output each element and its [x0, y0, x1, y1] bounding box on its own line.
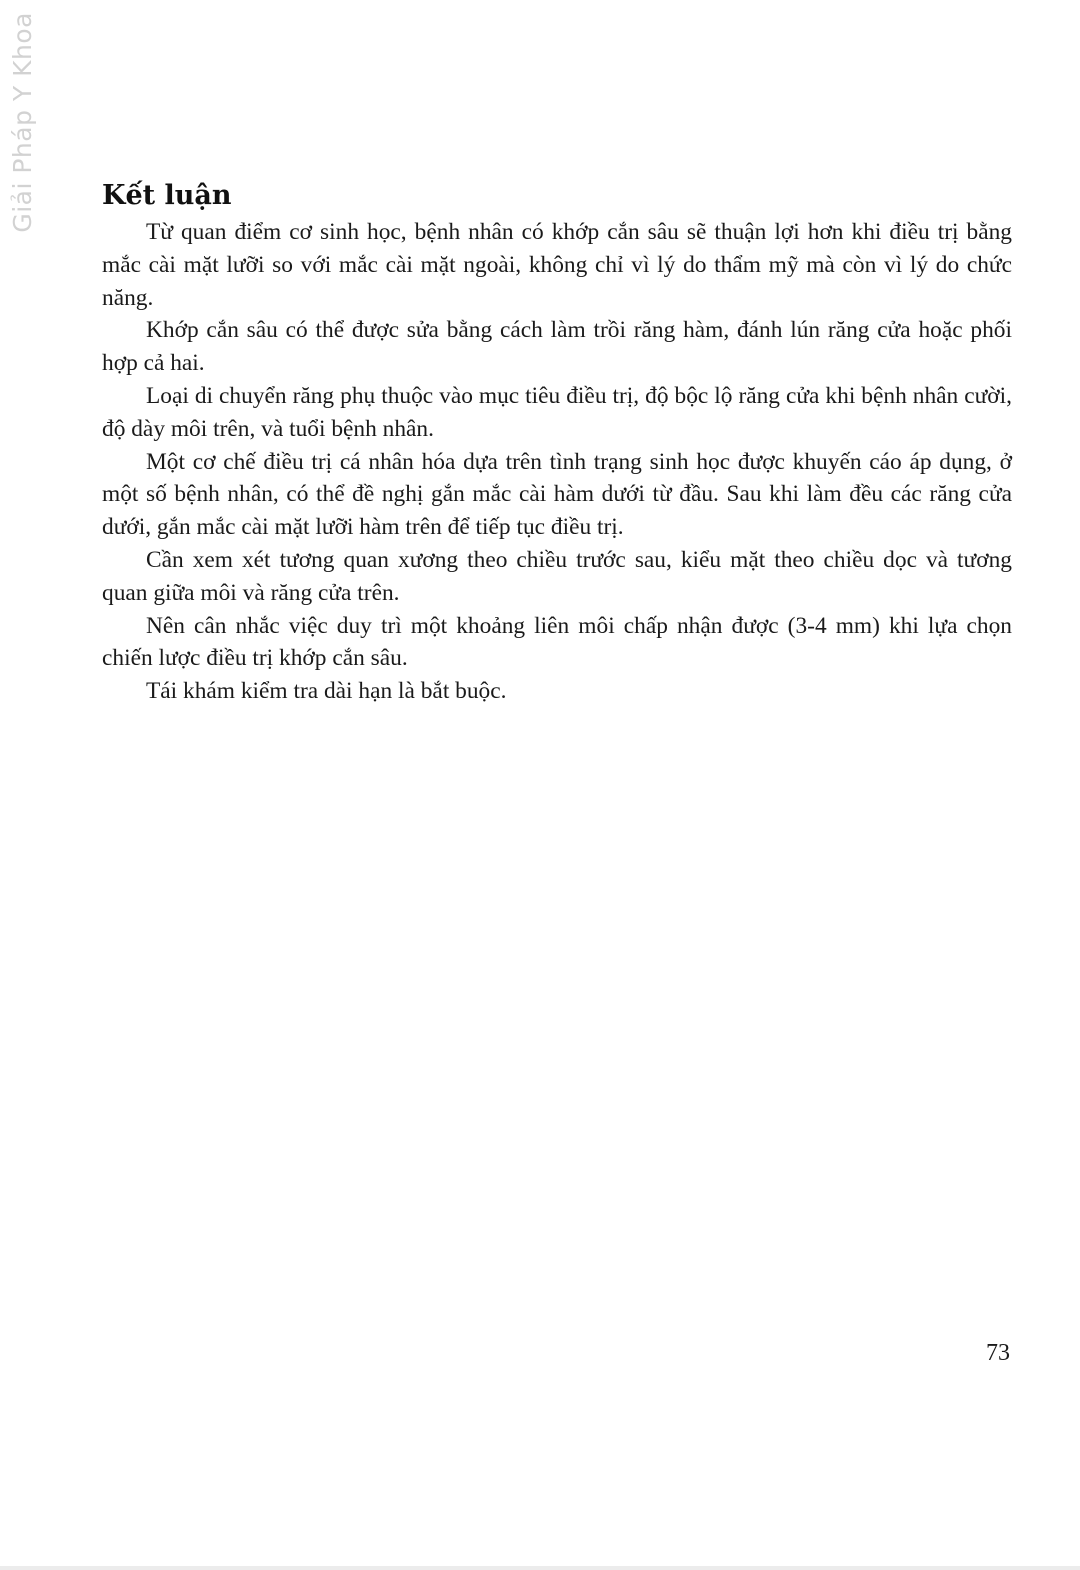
- side-watermark: [4, 12, 40, 233]
- paragraph-6: Nên cân nhắc việc duy trì một khoảng liên môi chấp nhận được (3-4 mm) khi lựa chọn chiến lược điều trị khớp cắn sâu.: [102, 612, 1012, 672]
- page-number: 73: [986, 1340, 1010, 1366]
- section-heading: Kết luận: [102, 180, 232, 211]
- bottom-divider: [0, 1566, 1080, 1570]
- paragraph-5: Cần xem xét tương quan xương theo chiều trước sau, kiểu mặt theo chiều dọc và tương quan giữa môi và răng cửa trên.: [102, 546, 1012, 606]
- page-content: [102, 178, 1012, 708]
- paragraph-4: Một cơ chế điều trị cá nhân hóa dựa trên tình trạng sinh học được khuyến cáo áp dụng, ở một số bệnh nhân, có thể đề nghị gắn mắc cài hàm dưới từ đầu. Sau khi làm đều các răng cửa dưới, gắn mắc cài mặt lưỡi hàm trên để tiếp tục điều trị.: [102, 448, 1012, 541]
- paragraph-7: Tái khám kiểm tra dài hạn là bắt buộc.: [146, 678, 507, 705]
- paragraph-1: Từ quan điểm cơ sinh học, bệnh nhân có khớp cắn sâu sẽ thuận lợi hơn khi điều trị bằng mắc cài mặt lưỡi so với mắc cài mặt ngoài, không chỉ vì lý do thẩm mỹ mà còn vì lý do chức năng.: [102, 219, 1012, 311]
- paragraph-3: Loại di chuyển răng phụ thuộc vào mục tiêu điều trị, độ bộc lộ răng cửa khi bệnh nhân cười, độ dày môi trên, và tuổi bệnh nhân.: [102, 382, 1012, 442]
- watermark-text: Giải Pháp Y Khoa: [7, 12, 37, 233]
- paragraph-2: Khớp cắn sâu có thể được sửa bằng cách làm trồi răng hàm, đánh lún răng cửa hoặc phối hợp cả hai.: [102, 317, 1012, 377]
